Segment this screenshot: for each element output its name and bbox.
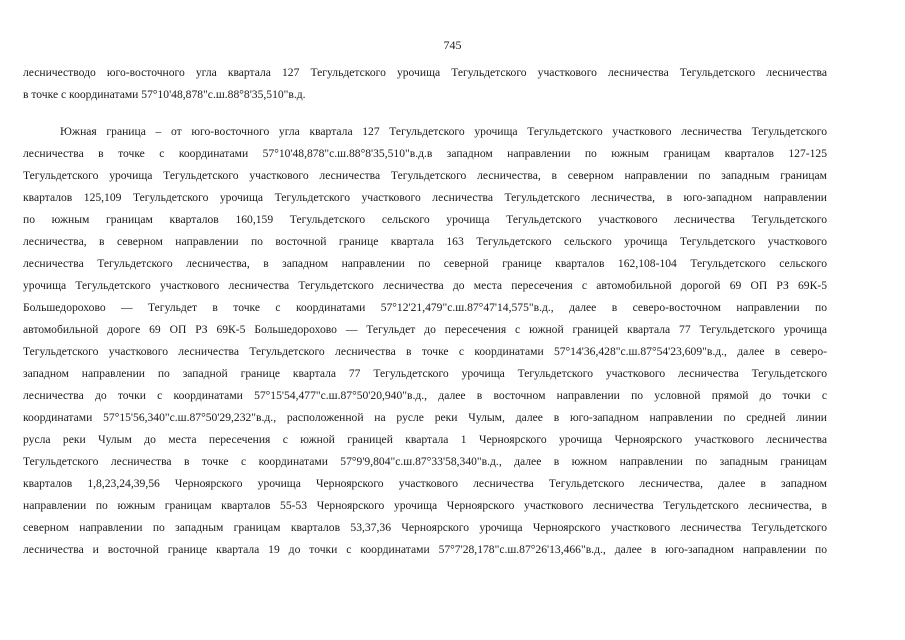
paragraph-line: автомобильной дороге 69 ОП РЗ 69К-5 Большедорохово — Тегульдет до пересечения с южной границей квартала 77 Тегульдетского урочища bbox=[23, 323, 827, 336]
paragraph-line: лесничества до точки с координатами 57°15'54,477"с.ш.87°50'20,940"в.д., далее в восточном направлении по условной прямой до точки с bbox=[23, 389, 827, 402]
paragraph-line: западном направлении по западной границе квартала 77 Тегульдетского урочища Тегульдетского участкового лесничества Тегульдетского bbox=[23, 367, 827, 380]
paragraph-line: Южная граница – от юго-восточного угла квартала 127 Тегульдетского урочища Тегульдетского участкового лесничества Тегульдетского bbox=[60, 125, 827, 138]
paragraph-line: направлении по южным границам кварталов 55-53 Черноярского урочища Черноярского участкового лесничества Тегульдетского лесничества, в bbox=[23, 499, 827, 512]
page-number: 745 bbox=[443, 38, 462, 52]
paragraph-line: русла реки Чулым до места пересечения с южной границей квартала 1 Черноярского урочища Черноярского участкового лесничества bbox=[23, 433, 827, 446]
paragraph-line: Тегульдетского участкового лесничества Тегульдетского лесничества в точке с координатами 57°14'36,428"с.ш.87°54'23,609"в.д., далее в северо- bbox=[23, 345, 827, 358]
paragraph-line: лесничества и восточной границе квартала 19 до точки с координатами 57°7'28,178"с.ш.87°26'13,466"в.д., далее в юго-западном направлении по bbox=[23, 543, 827, 556]
paragraph-line: Тегульдетского лесничества в точке с координатами 57°9'9,804"с.ш.87°33'58,340"в.д., далее в южном направлении по западным границам bbox=[23, 455, 827, 468]
paragraph-line: Тегульдетского урочища Тегульдетского участкового лесничества Тегульдетского лесничества, в северном направлении по западным границам bbox=[23, 169, 827, 182]
paragraph-line: кварталов 125,109 Тегульдетского урочища Тегульдетского участкового лесничества Тегульдетского лесничества, в юго-западном направлении bbox=[23, 191, 827, 204]
paragraph-line: северном направлении по западным границам кварталов 53,37,36 Черноярского урочища Черноярского участкового лесничества Тегульдетского bbox=[23, 521, 827, 534]
paragraph-line: Большедорохово — Тегульдет в точке с координатами 57°12'21,479"с.ш.87°47'14,575"в.д., далее в северо-восточном направлении по bbox=[23, 301, 827, 314]
paragraph-line: лесничестводо юго-восточного угла квартала 127 Тегульдетского урочища Тегульдетского участкового лесничества Тегульдетского лесничества bbox=[23, 66, 827, 79]
paragraph-line: координатами 57°15'56,340"с.ш.87°50'29,232"в.д., расположенной на русле реки Чулым, далее в юго-западном направлении по средней линии bbox=[23, 411, 827, 424]
paragraph-line: по южным границам кварталов 160,159 Тегульдетского сельского урочища Тегульдетского участкового лесничества Тегульдетского bbox=[23, 213, 827, 226]
paragraph-line: урочища Тегульдетского участкового лесничества Тегульдетского лесничества до места пересечения с автомобильной дорогой 69 ОП РЗ 69К-5 bbox=[23, 279, 827, 292]
paragraph-line: лесничества Тегульдетского лесничества, в западном направлении по северной границе кварталов 162,108-104 Тегульдетского сельского bbox=[23, 257, 827, 270]
paragraph-line: лесничества в точке с координатами 57°10'48,878"с.ш.88°8'35,510"в.д.в западном направлении по южным границам кварталов 127-125 bbox=[23, 147, 827, 160]
paragraph-line: лесничества, в северном направлении по восточной границе квартала 163 Тегульдетского сельского урочища Тегульдетского участкового bbox=[23, 235, 827, 248]
paragraph-line: кварталов 1,8,23,24,39,56 Черноярского урочища Черноярского участкового лесничества Тегульдетского лесничества, далее в западном bbox=[23, 477, 827, 490]
paragraph-line: в точке с координатами 57°10'48,878"с.ш.88°8'35,510"в.д. bbox=[23, 88, 306, 101]
